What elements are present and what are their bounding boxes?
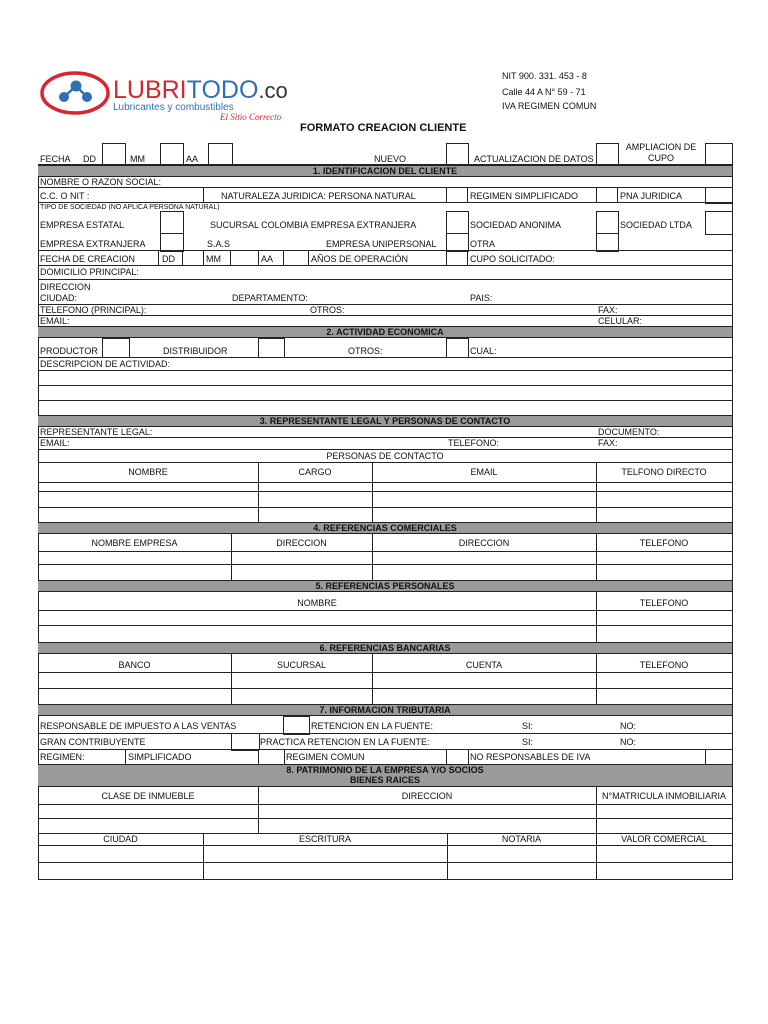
simplificado-checkbox[interactable] — [258, 749, 285, 765]
bienes-col-direccion: DIRECCION — [401, 791, 453, 801]
cc-nit-label: C.C. O NIT : — [40, 191, 90, 201]
brand-lubri: LUBRI — [113, 76, 187, 104]
section-3-title: 3. REPRESENTANTE LEGAL Y PERSONAS DE CONTACTO — [259, 416, 511, 426]
ampliacion-label — [618, 142, 704, 164]
section-6-title: 6. REFERENCIAS BANCARIAS — [319, 643, 451, 653]
retencion-no-label: NO: — [620, 721, 637, 731]
section-1-title: 1. IDENTIFICACION DEL CLIENTE — [312, 166, 458, 176]
reg-simpl-label: REGIMEN SIMPLIFICADO — [470, 191, 579, 201]
mm-label: MM — [130, 154, 145, 164]
otros-checkbox[interactable] — [446, 338, 469, 358]
section-4-title: 4. REFERENCIAS COMERCIALES — [313, 523, 457, 533]
logo-slogan: El Sitio Correcto — [220, 112, 282, 122]
soc-anonima-checkbox[interactable] — [596, 211, 619, 235]
productor-label: PRODUCTOR — [40, 346, 98, 356]
ref-ban-col-banco: BANCO — [118, 660, 151, 670]
rep-legal-label: REPRESENTANTE LEGAL: — [40, 427, 153, 437]
aa-label: AA — [186, 154, 199, 164]
pais-label: PAIS: — [470, 293, 493, 303]
descripcion-label: DESCRIPCION DE ACTIVIDAD: — [40, 359, 171, 369]
dd-label: DD — [83, 154, 96, 164]
bienes-col-valor: VALOR COMERCIAL — [621, 834, 707, 844]
brand-co: .co — [258, 78, 288, 103]
ampliacion-line2: CUPO — [647, 153, 674, 163]
emp-unipersonal-label: EMPRESA UNIPERSONAL — [326, 239, 437, 249]
logo-tagline: Lubricantes y combustibles — [113, 102, 234, 113]
bienes-col-notaria: NOTARIA — [501, 834, 542, 844]
ampliacion-checkbox[interactable] — [705, 143, 733, 165]
otros-label: OTROS: — [310, 305, 345, 315]
retencion-label: RETENCION EN LA FUENTE: — [311, 721, 434, 731]
tipo-sociedad-label: TIPO DE SOCIEDAD (NO APLICA PERSONA NATURAL) — [40, 204, 220, 211]
contact-col-telefono: TELFONO DIRECTO — [621, 467, 707, 477]
rep-telefono-label: TELEFONO: — [448, 438, 500, 448]
celular-label: CELULAR: — [598, 316, 643, 326]
bienes-raices-label: BIENES RAICES — [349, 775, 420, 785]
ref-per-col-telefono: TELEFONO — [639, 598, 689, 608]
actualizacion-checkbox[interactable] — [596, 143, 619, 165]
logo — [40, 68, 300, 124]
ciudad-label: CIUDAD: — [40, 293, 78, 303]
soc-anonima-label: SOCIEDAD ANONIMA — [470, 220, 562, 230]
direccion-label: DIRECCION — [40, 282, 91, 292]
distribuidor-label: DISTRIBUIDOR — [163, 346, 228, 356]
ref-per-col-nombre: NOMBRE — [297, 598, 337, 608]
fecha-label: FECHA — [40, 154, 71, 164]
distribuidor-checkbox[interactable] — [258, 338, 285, 358]
ref-com-col-direccion1: DIRECCION — [276, 538, 327, 548]
departamento-label: DEPARTAMENTO: — [232, 293, 308, 303]
soc-ltda-label: SOCIEDAD LTDA — [620, 220, 692, 230]
rep-email-label: EMAIL: — [40, 438, 70, 448]
soc-ltda-checkbox[interactable] — [705, 211, 733, 235]
company-nit: NIT 900. 331. 453 - 8 — [502, 71, 587, 81]
fecha-creacion-label: FECHA DE CREACION — [40, 254, 136, 264]
mm-box[interactable] — [160, 143, 184, 165]
otra-label: OTRA — [470, 239, 496, 249]
nat-juridica-label: NATURALEZA JURIDICA: PERSONA NATURAL — [221, 191, 416, 201]
bienes-col-clase: CLASE DE INMUEBLE — [101, 791, 195, 801]
ref-ban-col-sucursal: SUCURSAL — [276, 660, 326, 670]
emp-estatal-label: EMPRESA ESTATAL — [40, 220, 125, 230]
ampliacion-line1: AMPLIACION DE — [625, 142, 697, 152]
telefono-label: TELEFONO (PRINCIPAL): — [40, 305, 147, 315]
sucursal-checkbox[interactable] — [446, 211, 469, 235]
documento-label: DOCUMENTO: — [598, 427, 660, 437]
contact-col-email: EMAIL — [470, 467, 498, 477]
ref-ban-col-telefono: TELEFONO — [639, 660, 689, 670]
aa-box[interactable] — [208, 143, 233, 165]
sas-label: S.A.S — [207, 239, 231, 249]
fax-label: FAX: — [598, 305, 618, 315]
dd-box[interactable] — [102, 143, 126, 165]
cupo-solicitado-label: CUPO SOLICITADO: — [470, 254, 555, 264]
ref-ban-col-cuenta: CUENTA — [465, 660, 503, 670]
nombre-razon-label: NOMBRE O RAZON SOCIAL: — [40, 177, 162, 187]
section-5-title: 5. REFERENCIAS PERSONALES — [315, 581, 455, 591]
no-responsables-checkbox[interactable] — [705, 749, 733, 765]
section-8-title: 8. PATRIMONIO DE LA EMPRESA Y/O SOCIOS — [286, 765, 484, 775]
bienes-col-ciudad: CIUDAD — [103, 834, 138, 844]
bienes-col-matricula: N°MATRICULA INMOBILIARIA — [602, 791, 726, 801]
company-regime: IVA REGIMEN COMUN — [502, 101, 597, 111]
sucursal-label: SUCURSAL COLOMBIA EMPRESA EXTRANJERA — [210, 220, 417, 230]
section-7-title: 7. INFORMACION TRIBUTARIA — [319, 705, 451, 715]
practica-si-label: SI: — [522, 737, 534, 747]
simplificado-label: SIMPLIFICADO — [128, 752, 192, 762]
contact-col-nombre: NOMBRE — [128, 467, 168, 477]
cual-label: CUAL: — [470, 346, 497, 356]
fc-mm-label: MM — [206, 254, 221, 264]
contact-col-cargo: CARGO — [298, 467, 332, 477]
logo-oval-icon — [40, 70, 110, 116]
fc-dd-label: DD — [162, 254, 175, 264]
email-label: EMAIL: — [40, 316, 70, 326]
rep-fax-label: FAX: — [598, 438, 618, 448]
nuevo-checkbox[interactable] — [446, 143, 469, 165]
fc-aa-label: AA — [261, 254, 274, 264]
bienes-col-escritura: ESCRITURA — [298, 834, 351, 844]
domicilio-label: DOMICILIO PRINCIPAL: — [40, 267, 139, 277]
anos-operacion-label: AÑOS DE OPERACIÓN — [311, 254, 409, 264]
no-responsables-label: NO RESPONSABLES DE IVA — [470, 752, 591, 762]
regimen-label: REGIMEN: — [40, 752, 85, 762]
regimen-comun-checkbox[interactable] — [446, 749, 469, 765]
pna-juridica-label: PNA JURIDICA — [620, 191, 683, 201]
gran-contribuyente-label: GRAN CONTRIBUYENTE — [40, 737, 146, 747]
company-address: Calle 44 A N° 59 - 71 — [502, 87, 586, 97]
resp-impuesto-label: RESPONSABLE DE IMPUESTO A LAS VENTAS — [40, 721, 237, 731]
nuevo-label: NUEVO — [374, 154, 407, 164]
section-2-title: 2. ACTIVIDAD ECONOMICA — [326, 327, 444, 337]
productor-checkbox[interactable] — [102, 338, 130, 358]
practica-retencion-label: PRACTICA RETENCION EN LA FUENTE: — [260, 737, 430, 747]
ref-com-col-nombre: NOMBRE EMPRESA — [91, 538, 178, 548]
practica-no-label: NO: — [620, 737, 637, 747]
regimen-comun-label: REGIMEN COMUN — [286, 752, 365, 762]
actualizacion-label: ACTUALIZACION DE DATOS — [474, 154, 594, 164]
personas-contacto-label: PERSONAS DE CONTACTO — [326, 451, 444, 461]
emp-extranjera-label: EMPRESA EXTRANJERA — [40, 239, 146, 249]
emp-estatal-checkbox[interactable] — [160, 211, 184, 235]
retencion-si-label: SI: — [522, 721, 534, 731]
ref-com-col-direccion2: DIRECCION — [458, 538, 510, 548]
otros-act-label: OTROS: — [348, 346, 383, 356]
brand-todo: TODO — [186, 76, 259, 104]
ref-com-col-telefono: TELEFONO — [639, 538, 689, 548]
page-title: FORMATO CREACION CLIENTE — [300, 122, 467, 134]
